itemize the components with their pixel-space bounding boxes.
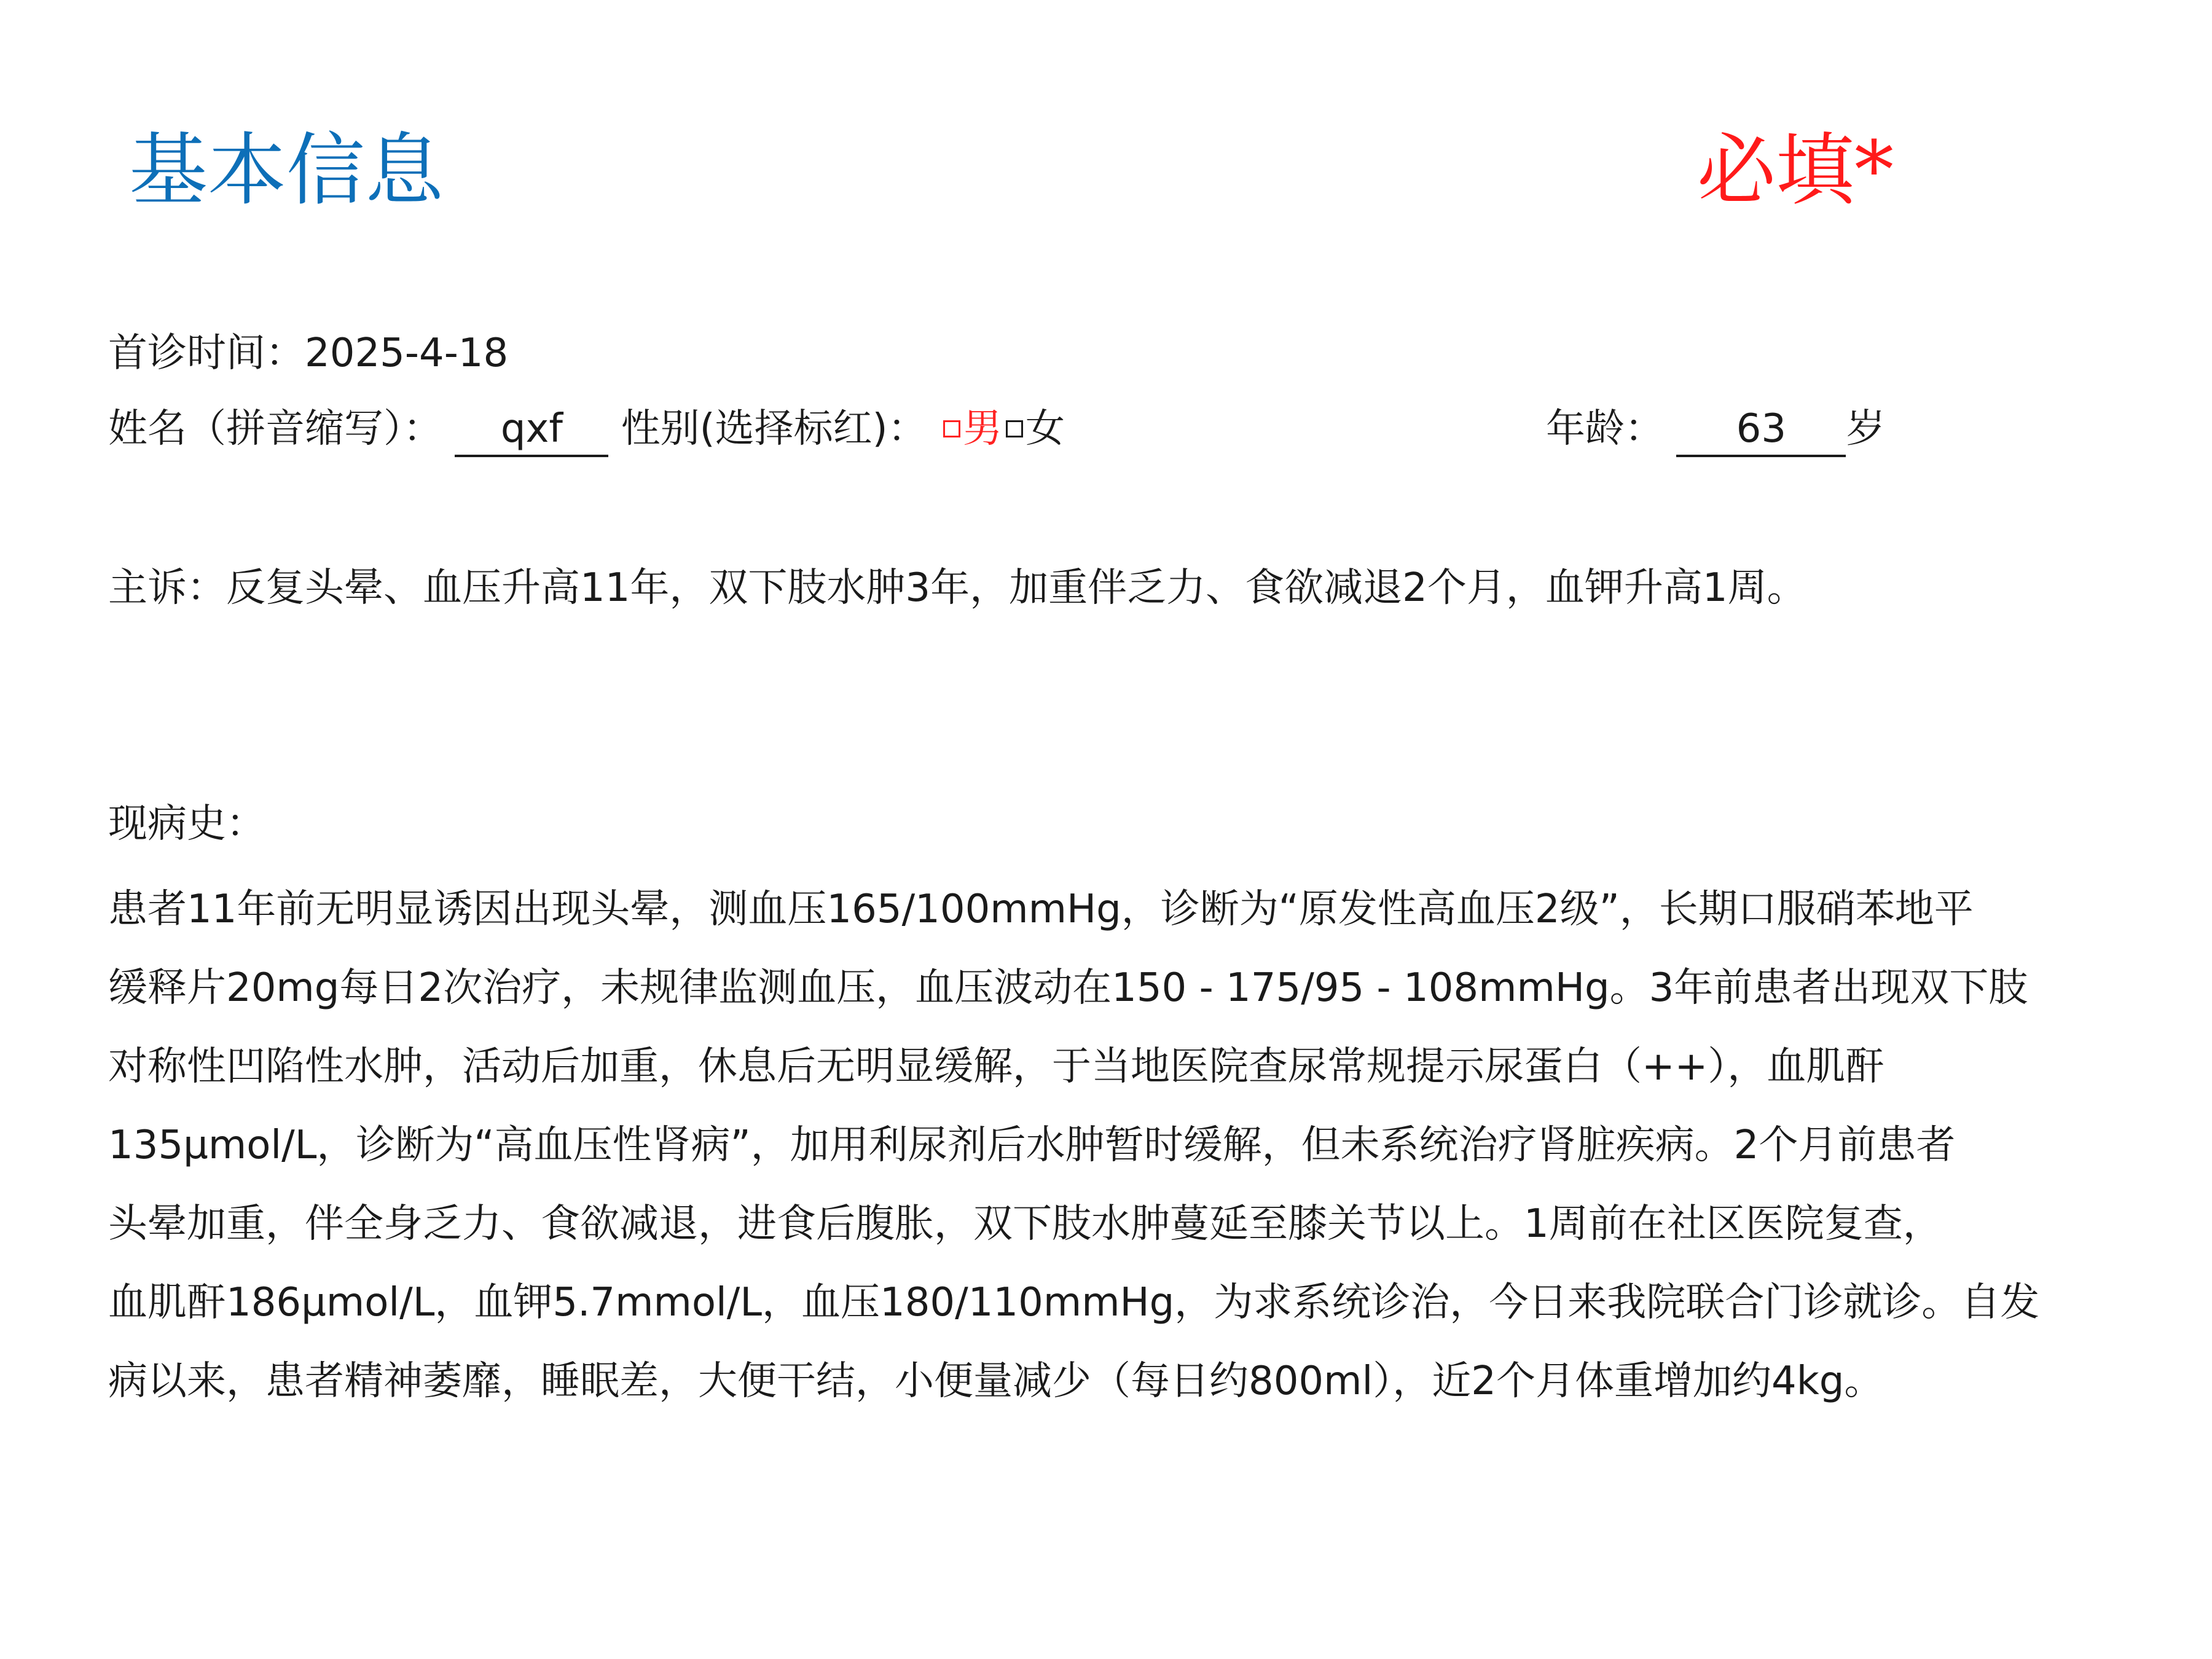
age-unit: 岁	[1846, 406, 1886, 452]
complaint-text: 反复头晕、血压升高11年，双下肢水肿3年，加重伴乏力、食欲减退2个月，血钾升高1周。	[226, 565, 1806, 611]
first-visit-label: 首诊时间：	[108, 331, 305, 376]
sex-option-female-label: 女	[1025, 406, 1065, 452]
history-line: 患者11年前无明显诱因出现头晕，测血压165/100mmHg，诊断为“原发性高血压2级”，长期口服硝苯地平	[108, 887, 1974, 932]
history-line: 病以来，患者精神萎靡，睡眠差，大便干结，小便量减少（每日约800ml），近2个月体重增加约4kg。	[108, 1359, 1884, 1404]
name-label: 姓名（拼音缩写）：	[108, 406, 442, 452]
history-line: 135μmol/L，诊断为“高血压性肾病”，加用利尿剂后水肿暂时缓解，但未系统治疗肾脏疾病。2个月前患者	[108, 1123, 1956, 1168]
age-field[interactable]: 63	[1676, 403, 1846, 457]
age-label: 年龄：	[1546, 406, 1664, 452]
checkbox-icon	[943, 420, 960, 437]
sex-option-male-label: 男	[962, 406, 1002, 452]
sex-option-female[interactable]	[1002, 406, 1065, 452]
name-field[interactable]: qxf	[455, 403, 608, 457]
history-line: 头晕加重，伴全身乏力、食欲减退，进食后腹胀，双下肢水肿蔓延至膝关节以上。1周前在社区医院复查，	[108, 1201, 1942, 1247]
sex-label: 性别(选择标红)：	[621, 406, 927, 452]
history-label: 现病史：	[108, 801, 265, 847]
chief-complaint	[108, 560, 1806, 616]
age-row	[1546, 401, 1885, 457]
sex-option-male[interactable]	[939, 406, 1002, 452]
first-visit-row	[108, 326, 508, 381]
identity-row	[108, 401, 1065, 457]
history-line: 血肌酐186μmol/L，血钾5.7mmol/L，血压180/110mmHg，为求系统诊治，今日来我院联合门诊就诊。自发	[108, 1280, 2040, 1325]
history-line: 缓释片20mg每日2次治疗，未规律监测血压，血压波动在150 - 175/95 - 108mmHg。3年前患者出现双下肢	[108, 965, 2028, 1011]
first-visit-date: 2025-4-18	[305, 331, 509, 376]
checkbox-icon	[1006, 420, 1023, 437]
history-text	[108, 870, 2136, 1421]
complaint-label: 主诉：	[108, 565, 226, 611]
required-label: 必填*	[1697, 125, 1894, 216]
page-title: 基本信息	[129, 125, 444, 216]
history-line: 对称性凹陷性水肿，活动后加重，休息后无明显缓解，于当地医院查尿常规提示尿蛋白（++），血肌酐	[108, 1044, 1885, 1089]
